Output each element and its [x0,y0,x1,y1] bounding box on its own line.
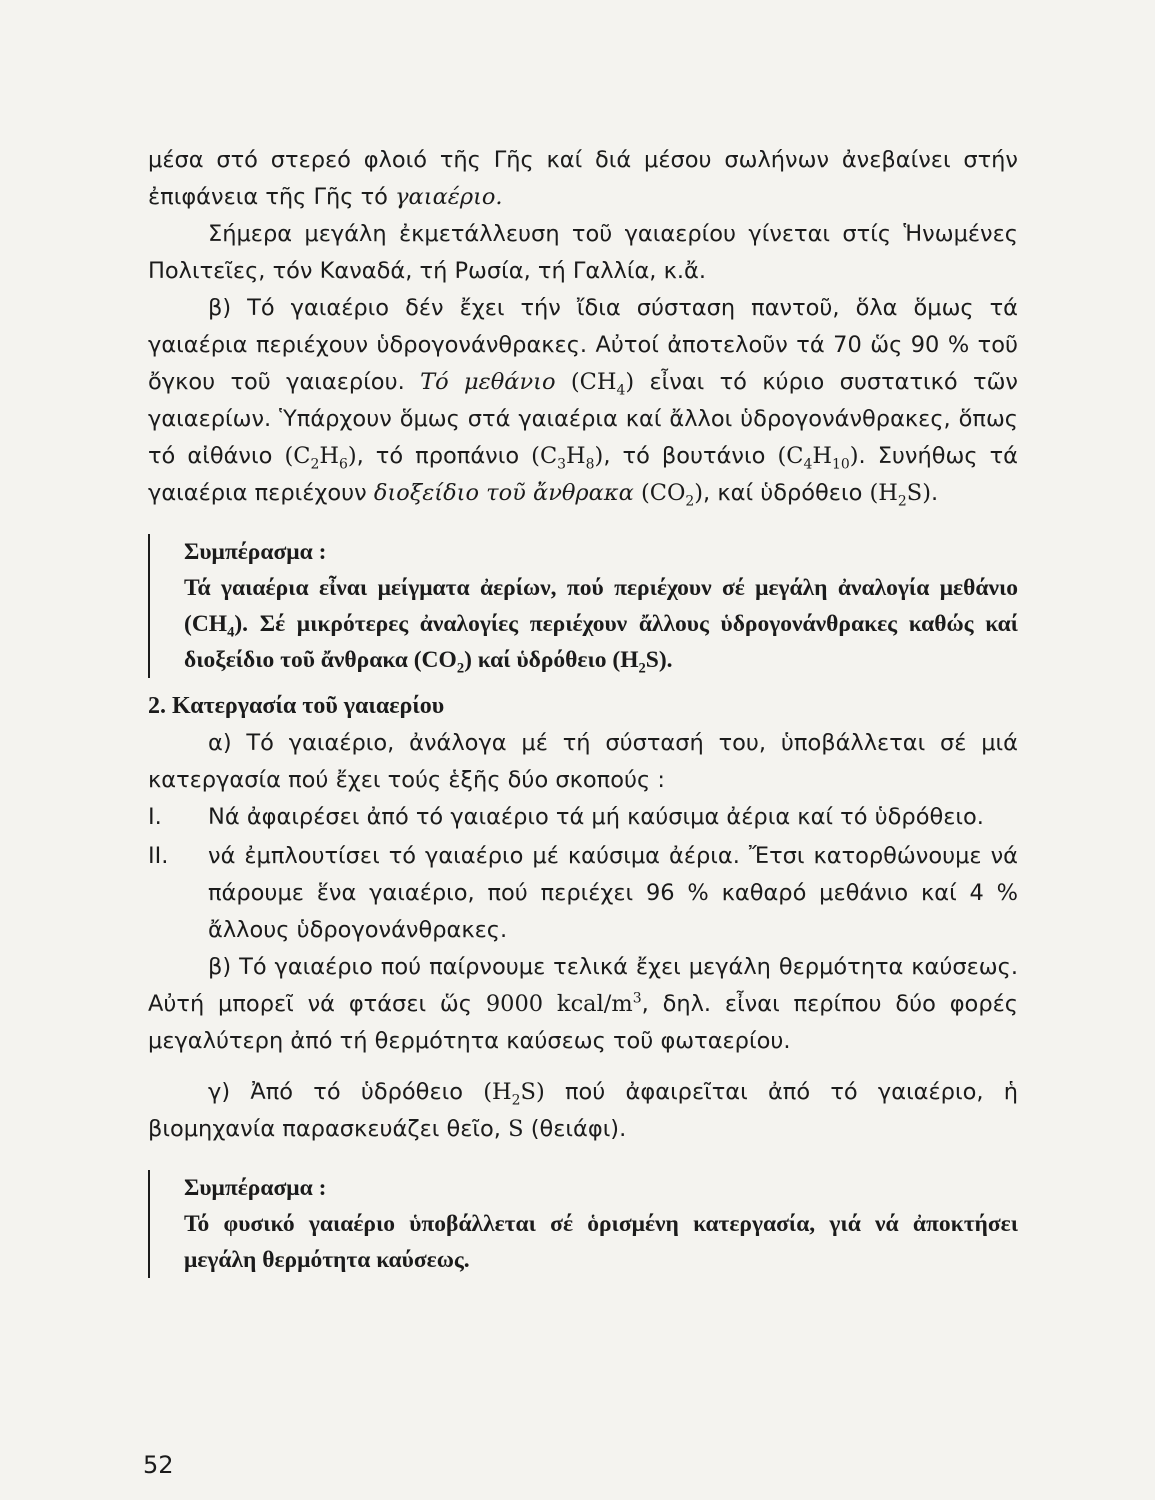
paragraph-text: μέσα στό στερεό φλοιό τῆς Γῆς καί διά μέσου σωλήνων ἀνεβαίνει στήν ἐπιφάνεια τῆς Γῆς τό [148,147,1018,210]
formula-co2: $(CO_2)$ [633,480,704,510]
list-item-text: νά ἐμπλουτίσει τό γαιαέριο μέ καύσιμα ἀέρια. Ἔτσι κατορθώνουμε νά πάρουμε ἕνα γαιαέριο, πού περιέχει 96 % καθαρό μεθάνιο καί 4 % ἄλλους ὑδρογονάνθρακες. [208,843,1018,943]
term-natural-gas: γαιαέριο. [395,184,503,210]
formula-ethane: $(C_2H_6)$ [284,443,357,473]
conclusion-box-1 [148,534,1018,678]
section-heading: 2. Κατεργασία τοῦ γαιαερίου [148,693,445,719]
paragraph-heat-value: β) Τό γαιαέριο πού παίρνουμε τελικά ἔχει μεγάλη θερμότητα καύσεως. Αὐτή μπορεῖ νά φτάσει ὥς 9000 kcal/$m^3$, δηλ. εἶναι περίπου δύο φορές μεγαλύτερη ἀπό τή θερμότητα καύσεως τοῦ φωταερίου. [148,954,1018,1054]
formula-h2s: $(H_2S)$ [483,1079,545,1109]
list-item [148,799,1018,836]
paragraph-intro [148,142,1018,216]
paragraph-exploitation: Σήμερα μεγάλη ἐκμετάλλευση τοῦ γαιαερίου γίνεται στίς Ἡνωμένες Πολιτεῖες, τόν Καναδά, τή Ρωσία, τή Γαλλία, κ.ἄ. [148,221,1018,284]
paragraph-sulfur: γ) Ἀπό τό ὑδρόθειο $(H_2S)$ πού ἀφαιρεῖται ἀπό τό γαιαέριο, ἡ βιομηχανία παρασκευάζει θεῖο, S (θειάφι). [148,1079,1019,1142]
formula-sulfur: S [508,1116,524,1142]
term-methane: Τό μεθάνιο [420,369,556,395]
formula-methane: $(CH_4)$ [570,369,635,399]
formula-propane: $(C_3H_8)$ [531,443,604,473]
page-number: 52 [143,1451,174,1479]
conclusion-box-2 [148,1170,1018,1278]
term-carbon-dioxide: διοξείδιο τοῦ ἄνθρακα [373,480,634,506]
conclusion-text: Τά γαιαέρια εἶναι μείγματα ἀερίων, πού περιέχουν σέ μεγάλη ἀναλογία μεθάνιο $(CH_4)$. Σέ μικρότερες ἀναλογίες περιέχουν ἄλλους ὑδρογονάνθρακες καθώς καί διοξείδιο τοῦ ἄνθρακα $(CO_2)$ καί ὑδρόθειο $(H_2S)$. [184,575,1018,677]
paragraph-composition: β) Τό γαιαέριο δέν ἔχει τήν ἴδια σύσταση παντοῦ, ὅλα ὅμως τά γαιαέρια περιέχουν ὑδρογονάνθρακες. Αὐτοί ἀποτελοῦν τά 70 ὥς 90 % τοῦ ὄγκου τοῦ γαιαερίου. Τό μεθάνιο $(CH_4)$ εἶναι τό κύριο συστατικό τῶν γαιαερίων. Ὑπάρχουν ὅμως στά γαιαέρια καί ἄλλοι ὑδρογονάνθρακες, ὅπως τό αἰθάνιο $(C_2H_6)$, τό προπάνιο $(C_3H_8)$, τό βουτάνιο $(C_4H_{10})$. Συνήθως τά γαιαέρια περιέχουν διοξείδιο τοῦ ἄνθρακα $(CO_2)$, καί ὑδρόθειο $(H_2S)$. [148,295,1019,510]
conclusion-label: Συμπέρασμα : [184,1175,327,1201]
list-item-number: II. [148,843,169,869]
page-content [148,142,1018,1278]
formula-h2s: $(H_2S)$ [869,480,931,510]
heat-value: 9000 kcal/$m^3$ [485,990,642,1017]
paragraph-processing: α) Τό γαιαέριο, ἀνάλογα μέ τή σύστασή του, ὑποβάλλεται σέ μιά κατεργασία πού ἔχει τούς ἑξῆς δύο σκοπούς : [148,730,1018,793]
conclusion-text: Τό φυσικό γαιαέριο ὑποβάλλεται σέ ὁρισμένη κατεργασία, γιά νά ἀποκτήσει μεγάλη θερμότητα καύσεως. [184,1211,1018,1273]
conclusion-label: Συμπέρασμα : [184,539,327,565]
list-item-text: Νά ἀφαιρέσει ἀπό τό γαιαέριο τά μή καύσιμα ἀέρια καί τό ὑδρόθειο. [208,804,984,830]
list-item [148,838,1018,949]
list-item-number: I. [148,804,162,830]
formula-butane: $(C_4H_{10})$ [777,443,859,473]
